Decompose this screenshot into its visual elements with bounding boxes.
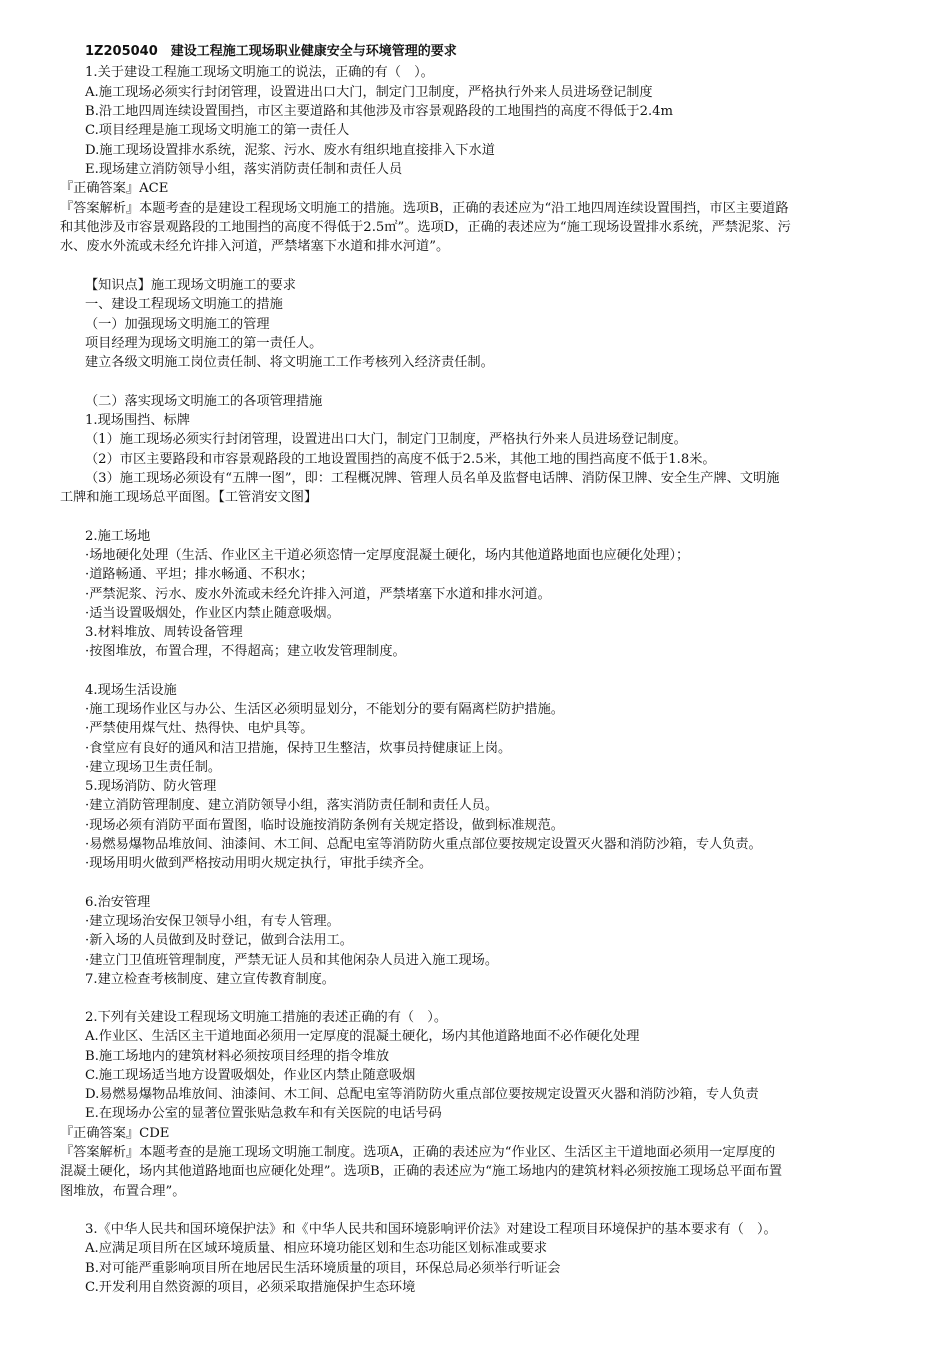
section-title: 1Z205040 建设工程施工现场职业健康安全与环境管理的要求 (85, 44, 457, 59)
q1-analysis-line: 『答案解析』本题考查的是建设工程现场文明施工的措施。选项B，正确的表述应为“沿工地四周连续设置围挡，市区主要道路 (60, 201, 789, 216)
q2-option-b: B.施工场地内的建筑材料必须按项目经理的指令堆放 (85, 1049, 390, 1064)
list-item: ·食堂应有良好的通风和洁卫措施，保持卫生整洁，炊事员持健康证上岗。 (85, 741, 512, 756)
q2-option-a: A.作业区、生活区主干道地面必须用一定厚度的混凝土硬化，场内其他道路地面不必作硬化处理 (85, 1029, 640, 1044)
list-item: （1）施工现场必须实行封闭管理，设置进出口大门，制定门卫制度，严格执行外来人员进场登记制度。 (85, 432, 687, 447)
q1-option-c: C.项目经理是施工现场文明施工的第一责任人 (85, 123, 350, 138)
item-title: 3.材料堆放、周转设备管理 (85, 625, 243, 640)
item-title: 6.治安管理 (85, 895, 151, 910)
knowledge-section-1: 一、建设工程现场文明施工的措施 (85, 297, 283, 312)
list-item: ·严禁泥浆、污水、废水外流或未经允许排入河道，严禁堵塞下水道和排水河道。 (85, 587, 551, 602)
list-item: 工牌和施工现场总平面图。【工管消安文图】 (60, 490, 318, 505)
q2-answer: 『正确答案』CDE (60, 1126, 170, 1141)
q2-analysis-line: 『答案解析』本题考查的是施工现场文明施工制度。选项A，正确的表述应为“作业区、生活区主干道地面必须用一定厚度的 (60, 1145, 776, 1160)
list-item: ·建立门卫值班管理制度，严禁无证人员和其他闲杂人员进入施工现场。 (85, 953, 499, 968)
item-title: 7.建立检查考核制度、建立宣传教育制度。 (85, 972, 335, 987)
list-item: ·道路畅通、平坦；排水畅通、不积水； (85, 567, 314, 582)
list-item: ·现场用明火做到严格按动用明火规定执行，审批手续齐全。 (85, 856, 433, 871)
list-item: ·新入场的人员做到及时登记，做到合法用工。 (85, 933, 353, 948)
list-item: （3）施工现场必须设有“五牌一图”，即：工程概况牌、管理人员名单及监督电话牌、消防保卫牌、安全生产牌、文明施 (85, 471, 780, 486)
knowledge-paragraph: 建立各级文明施工岗位责任制、将文明施工工作考核列入经济责任制。 (85, 355, 494, 370)
q1-option-a: A.施工现场必须实行封闭管理，设置进出口大门，制定门卫制度，严格执行外来人员进场登记制度 (85, 85, 653, 100)
q3-option-c: C.开发利用自然资源的项目，必须采取措施保护生态环境 (85, 1280, 416, 1295)
item-title: 1.现场围挡、标牌 (85, 413, 190, 428)
q1-option-b: B.沿工地四周连续设置围挡，市区主要道路和其他涉及市容景观路段的工地围挡的高度不得低于2.4m (85, 104, 674, 119)
q3-option-a: A.应满足项目所在区域环境质量、相应环境功能区划和生态功能区划标准或要求 (85, 1241, 548, 1256)
list-item: ·建立消防管理制度、建立消防领导小组，落实消防责任制和责任人员。 (85, 798, 499, 813)
q2-analysis-line: 图堆放，布置合理”。 (60, 1184, 186, 1199)
q2-option-e: E.在现场办公室的显著位置张贴急救车和有关医院的电话号码 (85, 1106, 442, 1121)
item-title: 5.现场消防、防火管理 (85, 779, 217, 794)
q1-answer: 『正确答案』ACE (60, 181, 169, 196)
q2-option-d: D.易燃易爆物品堆放间、油漆间、木工间、总配电室等消防防火重点部位要按规定设置灭火器和消防沙箱，专人负责 (85, 1087, 759, 1102)
q1-option-d: D.施工现场设置排水系统，泥浆、污水、废水有组织地直接排入下水道 (85, 143, 495, 158)
q1-analysis-line: 水、废水外流或未经允许排入河道，严禁堵塞下水道和排水河道”。 (60, 239, 450, 254)
knowledge-paragraph: 项目经理为现场文明施工的第一责任人。 (85, 336, 323, 351)
question-3-stem: 3.《中华人民共和国环境保护法》和《中华人民共和国环境影响评价法》对建设工程项目环境保护的基本要求有（ ）。 (85, 1222, 777, 1237)
question-2-stem: 2.下列有关建设工程现场文明施工措施的表述正确的有（ ）。 (85, 1010, 448, 1025)
knowledge-subsection-2: （二）落实现场文明施工的各项管理措施 (85, 394, 323, 409)
item-title: 2.施工场地 (85, 529, 151, 544)
list-item: ·建立现场治安保卫领导小组，有专人管理。 (85, 914, 340, 929)
question-1-stem: 1.关于建设工程施工现场文明施工的说法，正确的有（ ）。 (85, 65, 434, 80)
list-item: ·现场必须有消防平面布置图，临时设施按消防条例有关规定搭设，做到标准规范。 (85, 818, 564, 833)
q2-option-c: C.施工现场适当地方设置吸烟处，作业区内禁止随意吸烟 (85, 1068, 416, 1083)
q1-option-e: E.现场建立消防领导小组，落实消防责任制和责任人员 (85, 162, 403, 177)
list-item: ·按图堆放，布置合理，不得超高；建立收发管理制度。 (85, 644, 406, 659)
list-item: ·建立现场卫生责任制。 (85, 760, 222, 775)
list-item: ·易燃易爆物品堆放间、油漆间、木工间、总配电室等消防防火重点部位要按规定设置灭火器和消防沙箱，专人负责。 (85, 837, 762, 852)
knowledge-subsection-1: （一）加强现场文明施工的管理 (85, 317, 270, 332)
list-item: （2）市区主要路段和市容景观路段的工地设置围挡的高度不低于2.5米，其他工地的围挡高度不低于1.8米。 (85, 452, 716, 467)
q2-analysis-line: 混凝土硬化，场内其他道路地面也应硬化处理”。选项B，正确的表述应为“施工场地内的建筑材料必须按施工现场总平面布置 (60, 1164, 783, 1179)
list-item: ·施工现场作业区与办公、生活区必须明显划分，不能划分的要有隔离栏防护措施。 (85, 702, 564, 717)
list-item: ·适当设置吸烟处，作业区内禁止随意吸烟。 (85, 606, 340, 621)
knowledge-heading: 【知识点】施工现场文明施工的要求 (85, 278, 296, 293)
item-title: 4.现场生活设施 (85, 683, 177, 698)
q1-analysis-line: 和其他涉及市容景观路段的工地围挡的高度不得低于2.5㎡”。选项D，正确的表述应为“施工现场设置排水系统，严禁泥浆、污 (60, 220, 791, 235)
q3-option-b: B.对可能严重影响项目所在地居民生活环境质量的项目，环保总局必须举行听证会 (85, 1261, 561, 1276)
list-item: ·严禁使用煤气灶、热得快、电炉具等。 (85, 721, 314, 736)
list-item: ·场地硬化处理（生活、作业区主干道必须恣情一定厚度混凝土硬化，场内其他道路地面也应硬化处理）； (85, 548, 690, 563)
